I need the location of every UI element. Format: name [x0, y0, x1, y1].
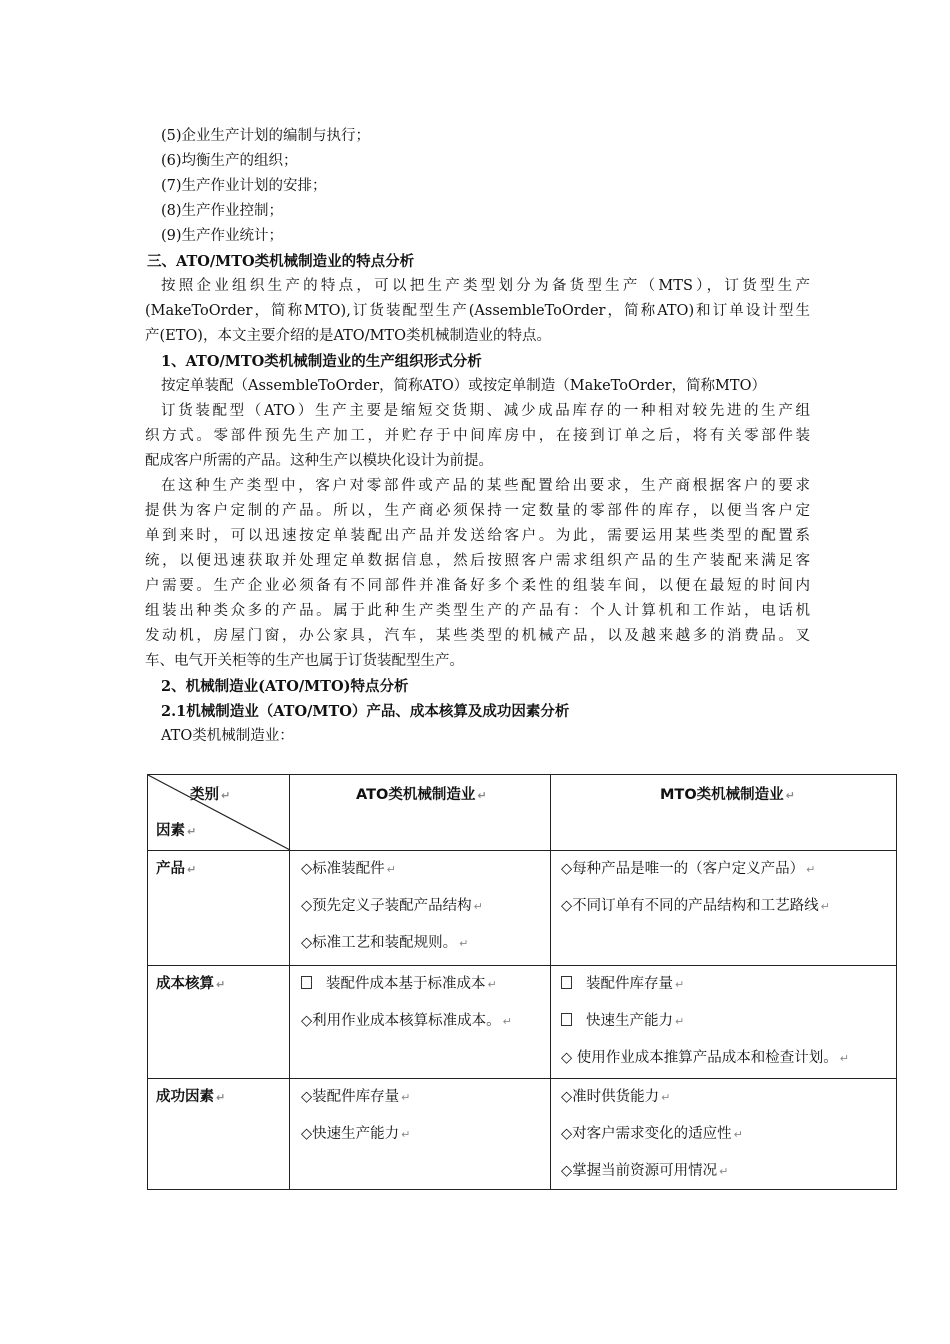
- paragraph-line: 户需要。生产企业必须备有不同部件并准备好多个柔性的组装车间，以便在最短的时间内: [145, 578, 810, 594]
- checkbox-glyph-icon: [561, 1013, 572, 1026]
- paragraph-line: 订货装配型（ATO）生产主要是缩短交货期、减少成品库存的一种相对较先进的生产组: [161, 403, 810, 419]
- comparison-table: [147, 774, 897, 1190]
- ato-cost-cell: 装配件成本基于标准成本 ↵ ◇利用作业成本核算标准成本。 ↵: [301, 976, 512, 1029]
- checkbox-glyph-icon: [301, 976, 312, 989]
- row-label-product: 产品 ↵: [156, 861, 197, 877]
- paragraph-line: 在这种生产类型中，客户对零部件或产品的某些配置给出要求，生产商根据客户的要求: [161, 478, 810, 494]
- column-header-ato: ATO类机械制造业 ↵: [356, 787, 487, 803]
- paragraph-line: 发动机，房屋门窗，办公家具，汽车，某些类型的机械产品，以及越来越多的消费品。叉: [145, 628, 810, 644]
- table-divider: [289, 775, 290, 1189]
- paragraph-line: 产(ETO)，本文主要介绍的是ATO/MTO类机械制造业的特点。: [145, 328, 551, 344]
- ato-success-cell: ◇装配件库存量 ↵ ◇快速生产能力 ↵: [301, 1089, 411, 1142]
- paragraph-line: ATO类机械制造业：: [161, 728, 294, 744]
- paragraph-line: (MakeToOrder，简称MTO),订货装配型生产(AssembleToOrder，简称ATO)和订单设计型生: [145, 303, 810, 319]
- ato-product-cell: ◇标准装配件 ↵ ◇预先定义子装配产品结构 ↵ ◇标准工艺和装配规则。 ↵: [301, 861, 483, 951]
- paragraph-line: 车、电气开关柜等的生产也属于订货装配型生产。: [145, 653, 464, 669]
- list-item: (7)生产作业计划的安排；: [161, 178, 327, 194]
- list-item: (9)生产作业统计；: [161, 228, 284, 244]
- list-item: (5)企业生产计划的编制与执行；: [161, 128, 371, 144]
- paragraph-line: 织方式。零部件预先生产加工，并贮存于中间库房中，在接到订单之后，将有关零部件装: [145, 428, 810, 444]
- row-label-success: 成功因素 ↵: [156, 1089, 226, 1105]
- list-item: (8)生产作业控制；: [161, 203, 284, 219]
- section-heading: 三、ATO/MTO类机械制造业的特点分析: [147, 253, 415, 270]
- table-divider: [148, 1078, 896, 1079]
- mto-cost-cell: 装配件库存量 ↵ 快速生产能力 ↵ ◇ 使用作业成本推算产品成本和检查计划。 ↵: [561, 976, 849, 1066]
- mto-product-cell: ◇每种产品是唯一的（客户定义产品） ↵ ◇不同订单有不同的产品结构和工艺路线 ↵: [561, 861, 830, 914]
- table-divider: [550, 775, 551, 1189]
- paragraph-line: 单到来时，可以迅速按定单装配出产品并发送给客户。为此，需要运用某些类型的配置系: [145, 528, 810, 544]
- paragraph-line: 按定单装配（AssembleToOrder，简称ATO）或按定单制造（MakeToOrder，简称MTO）: [161, 378, 766, 394]
- paragraph-line: 组装出种类众多的产品。属于此种生产类型生产的产品有：个人计算机和工作站，电话机: [145, 603, 810, 619]
- corner-header-category: 类别 ↵: [190, 787, 231, 803]
- paragraph-line: 提供为客户定制的产品。所以，生产商必须保持一定数量的零部件的库存，以便当客户定: [145, 503, 810, 519]
- row-label-cost: 成本核算 ↵: [156, 976, 226, 992]
- checkbox-glyph-icon: [561, 976, 572, 989]
- paragraph-line: 配成客户所需的产品。这种生产以模块化设计为前提。: [145, 453, 493, 469]
- subsection-heading: 1、ATO/MTO类机械制造业的生产组织形式分析: [161, 353, 482, 370]
- mto-success-cell: ◇准时供货能力 ↵ ◇对客户需求变化的适应性 ↵ ◇掌握当前资源可用情况 ↵: [561, 1089, 743, 1179]
- column-header-mto: MTO类机械制造业 ↵: [660, 787, 795, 803]
- paragraph-line: 统，以便迅速获取并处理定单数据信息，然后按照客户需求组织产品的生产装配来满足客: [145, 553, 810, 569]
- paragraph-line: 按照企业组织生产的特点，可以把生产类型划分为备货型生产（MTS），订货型生产: [161, 278, 810, 294]
- subsection-heading: 2、机械制造业(ATO/MTO)特点分析: [161, 678, 409, 695]
- corner-header-factor: 因素 ↵: [156, 823, 197, 839]
- subsection-heading: 2.1机械制造业（ATO/MTO）产品、成本核算及成功因素分析: [161, 703, 570, 720]
- list-item: (6)均衡生产的组织；: [161, 153, 298, 169]
